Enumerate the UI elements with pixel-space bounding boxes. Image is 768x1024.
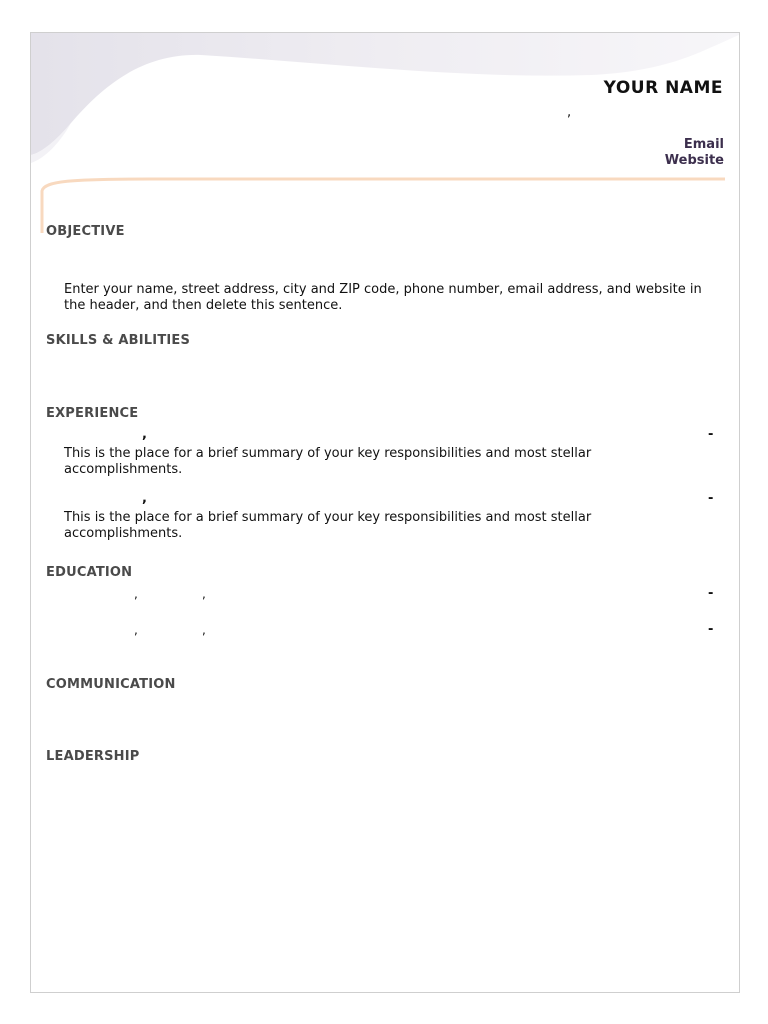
education-dates-placeholder[interactable]: - xyxy=(708,622,714,637)
school-placeholder[interactable]: , xyxy=(202,623,206,637)
experience-heading: EXPERIENCE xyxy=(46,406,139,421)
header-wave-decoration xyxy=(31,33,739,233)
objective-text[interactable]: Enter your name, street address, city and ZIP code, phone number, email address, and website in the header, and then delete this sentence. xyxy=(64,282,702,313)
skills-heading: SKILLS & ABILITIES xyxy=(46,333,191,348)
job-dates-placeholder[interactable]: - xyxy=(708,491,714,506)
communication-heading: COMMUNICATION xyxy=(46,677,176,692)
job-dates-placeholder[interactable]: - xyxy=(708,427,714,442)
leadership-heading: LEADERSHIP xyxy=(46,749,140,764)
school-placeholder[interactable]: , xyxy=(202,587,206,601)
objective-heading: OBJECTIVE xyxy=(46,224,125,239)
job-title-company-placeholder[interactable]: , xyxy=(142,427,147,442)
website-field[interactable]: Website xyxy=(664,153,724,168)
resume-page xyxy=(30,32,740,993)
degree-placeholder[interactable]: , xyxy=(134,587,138,601)
job-summary[interactable]: This is the place for a brief summary of your key responsibilities and most stellar accomplishments. xyxy=(64,446,592,477)
job-title-company-placeholder[interactable]: , xyxy=(142,491,147,506)
degree-placeholder[interactable]: , xyxy=(134,623,138,637)
address-placeholder[interactable]: , xyxy=(567,105,572,120)
education-dates-placeholder[interactable]: - xyxy=(708,586,714,601)
education-heading: EDUCATION xyxy=(46,565,133,580)
your-name-title[interactable]: YOUR NAME xyxy=(603,78,723,98)
email-field[interactable]: Email xyxy=(683,137,724,152)
job-summary[interactable]: This is the place for a brief summary of your key responsibilities and most stellar accomplishments. xyxy=(64,510,592,541)
